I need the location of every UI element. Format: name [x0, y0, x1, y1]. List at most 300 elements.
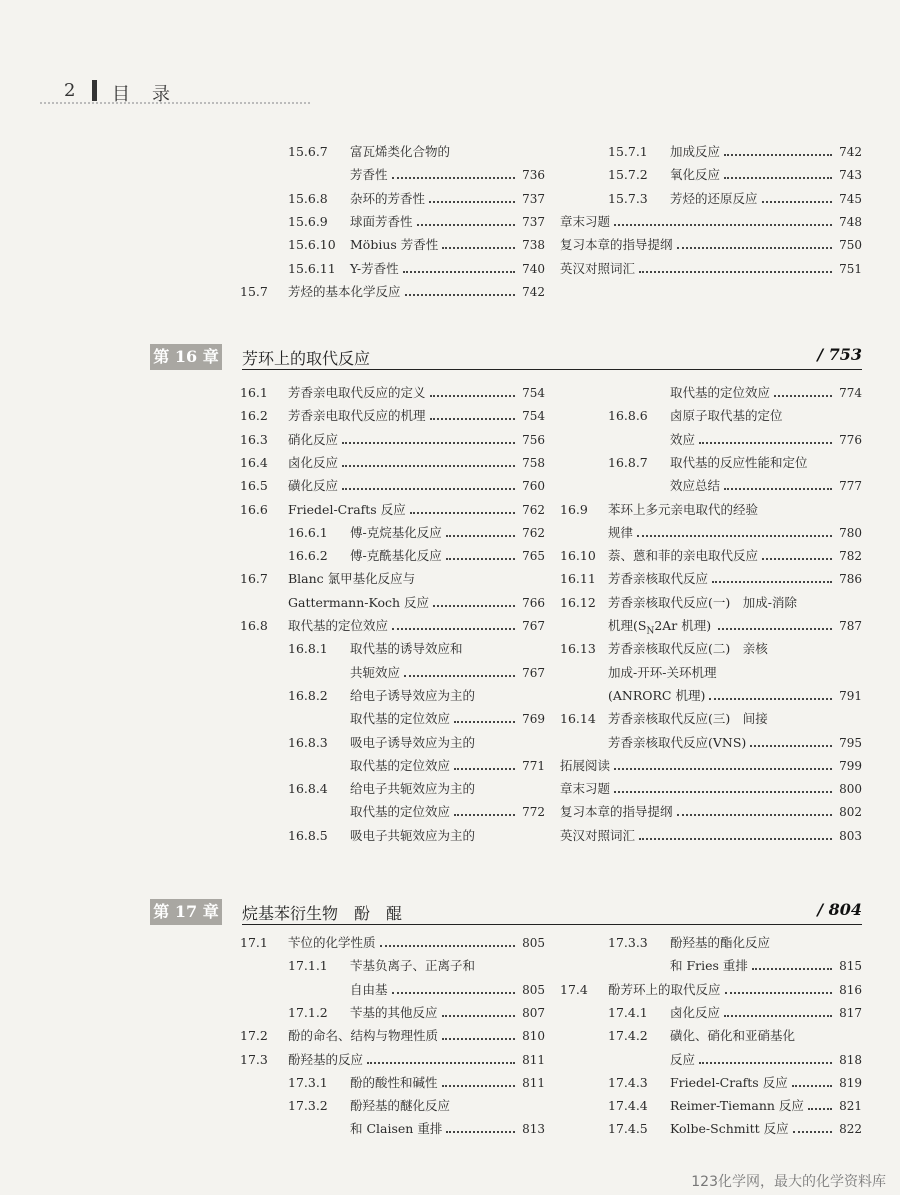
entry-title: 酚的酸性和碱性: [350, 1074, 438, 1090]
entry-number: 16.7: [240, 571, 268, 587]
entry-page: 774: [839, 386, 862, 400]
entry-title: 取代基的诱导效应和: [350, 641, 463, 657]
leader-dots: [454, 721, 515, 723]
entry-page: 819: [839, 1075, 862, 1090]
entry-page: 795: [839, 735, 862, 750]
chapter-16-header: [150, 344, 862, 370]
entry-number: 17.4.1: [608, 1004, 648, 1020]
toc-entry: [560, 405, 862, 427]
leader-dots: [410, 512, 515, 514]
toc-entry: [240, 234, 545, 256]
toc-entry: [560, 825, 862, 847]
entry-page: 782: [839, 549, 862, 564]
chapter-17-title: 烷基苯衍生物 酚 醌: [242, 904, 403, 923]
watermark: 123化学网，最大的化学资料库: [691, 1174, 886, 1190]
leader-dots: [637, 535, 832, 537]
entry-number: 16.8.3: [288, 734, 328, 750]
entry-title: 芳香亲电取代反应的定义: [288, 385, 426, 400]
entry-number: 16.1: [240, 385, 268, 400]
leader-dots: [342, 488, 515, 490]
toc-entry: [240, 1025, 545, 1047]
entry-page: 762: [522, 502, 545, 517]
toc-entry: [560, 615, 862, 637]
entry-number: 16.11: [560, 571, 596, 587]
leader-dots: [752, 968, 832, 970]
entry-page: 810: [522, 1029, 545, 1044]
toc-entry: [240, 1049, 545, 1071]
entry-number: 15.6.7: [288, 144, 328, 159]
entry-page: 816: [839, 982, 862, 997]
entry-title: Möbius 芳香性: [350, 237, 439, 253]
entry-page: 748: [839, 214, 862, 229]
leader-dots: [724, 1015, 832, 1017]
entry-title: 反应: [670, 1051, 696, 1067]
entry-page: 750: [839, 238, 862, 253]
toc-entry: [240, 825, 545, 847]
entry-page: 771: [522, 758, 545, 773]
toc-entry: [240, 211, 545, 233]
leader-dots: [405, 294, 515, 296]
leader-dots: [442, 1015, 515, 1017]
toc-entry: [560, 955, 862, 977]
chapter-16-title: 芳环上的取代反应: [242, 349, 371, 368]
toc-entry: [560, 568, 862, 590]
entry-page: 767: [522, 619, 545, 633]
leader-dots: [724, 488, 832, 490]
header-rule: [40, 102, 310, 104]
chapter-17-header: [150, 899, 862, 925]
page-header: [40, 78, 310, 104]
entry-title: 共轭效应: [350, 664, 401, 680]
entry-page: 805: [522, 982, 545, 997]
entry-page: 740: [522, 261, 545, 276]
leader-dots: [762, 201, 832, 203]
entry-page: 758: [522, 455, 545, 470]
entry-title: 吸电子共轭效应为主的: [350, 827, 476, 843]
entry-page: 769: [522, 712, 545, 727]
leader-dots: [718, 628, 832, 630]
leader-dots: [417, 224, 515, 226]
entry-page: 811: [522, 1075, 545, 1090]
leader-dots: [750, 745, 832, 747]
entry-number: 17.4.3: [608, 1074, 648, 1090]
entry-page: 802: [839, 805, 862, 820]
toc-entry: [240, 708, 545, 730]
toc-entry: [240, 405, 545, 427]
toc-entry: [560, 1072, 862, 1094]
entry-number: 16.12: [560, 594, 596, 610]
entry-page: 754: [522, 386, 545, 400]
entry-number: 16.13: [560, 641, 596, 657]
leader-dots: [404, 675, 515, 677]
entry-title: 和 Claisen 重排: [350, 1121, 443, 1137]
toc-entry: [240, 778, 545, 800]
leader-dots: [639, 838, 832, 840]
entry-title: 和 Fries 重排: [670, 958, 748, 974]
leader-dots: [430, 395, 515, 397]
chapter-17-rule: [242, 924, 862, 925]
chapter-16-page: / 753: [817, 345, 862, 364]
entry-page: 742: [522, 284, 545, 299]
entry-page: 766: [522, 595, 545, 610]
entry-title: (ANRORC 机理): [608, 687, 706, 703]
toc-entry: [560, 932, 862, 954]
entry-number: 15.6.11: [288, 260, 336, 276]
entry-number: 16.8: [240, 618, 268, 633]
toc-entry: [240, 475, 545, 497]
entry-title: 英汉对照词汇: [560, 260, 636, 276]
toc-entry: [240, 685, 545, 707]
entry-page: 818: [839, 1052, 862, 1067]
toc-entry: [560, 638, 862, 660]
entry-page: 800: [839, 782, 862, 797]
entry-page: 736: [522, 168, 545, 183]
entry-number: 16.14: [560, 711, 596, 727]
toc-entry: [240, 141, 545, 163]
toc-entry: [240, 499, 545, 521]
toc-entry: [240, 429, 545, 451]
entry-title: 章末习题: [560, 781, 611, 797]
entry-page: 787: [839, 619, 862, 633]
entry-title: 取代基的定位效应: [350, 804, 451, 820]
toc-entry: [240, 452, 545, 474]
leader-dots: [433, 605, 515, 607]
entry-page: 737: [522, 214, 545, 229]
entry-title: 芳香亲核取代反应(二) 亲核: [608, 641, 768, 657]
entry-page: 817: [839, 1005, 862, 1020]
leader-dots: [446, 1131, 515, 1133]
leader-dots: [699, 442, 832, 444]
entry-title: 硝化反应: [288, 431, 339, 447]
entry-page: 799: [839, 758, 862, 773]
entry-title: 芳香亲核取代反应(VNS): [608, 734, 747, 750]
entry-title: 卤化反应: [288, 454, 339, 470]
toc-entry: [560, 778, 862, 800]
entry-title: 取代基的定位效应: [350, 757, 451, 773]
leader-dots: [793, 1131, 832, 1133]
entry-title: 卤化反应: [670, 1004, 721, 1020]
entry-number: 16.3: [240, 431, 268, 447]
entry-number: 15.7: [240, 283, 268, 299]
entry-title: 章末习题: [560, 213, 611, 229]
toc-entry: [240, 1072, 545, 1094]
entry-page: 822: [839, 1122, 862, 1137]
entry-title: 自由基: [350, 981, 388, 997]
entry-page: 738: [522, 238, 545, 253]
entry-page: 743: [839, 168, 862, 183]
entry-title: 芳香亲核取代反应(三) 间接: [608, 711, 768, 727]
toc-entry: [560, 545, 862, 567]
toc-entry: [560, 685, 862, 707]
entry-title: 复习本章的指导提纲: [560, 237, 673, 253]
entry-title: 芳烃的还原反应: [670, 190, 758, 206]
toc-entry: [240, 955, 545, 977]
toc-entry: [560, 429, 862, 451]
leader-dots: [724, 177, 832, 179]
toc-entry: [560, 164, 862, 186]
toc-entry: [560, 522, 862, 544]
entry-title: 富瓦烯类化合物的: [350, 144, 451, 159]
entry-title: 卤原子取代基的定位: [670, 408, 783, 424]
toc-entry: [240, 932, 545, 954]
entry-title: Friedel-Crafts 反应: [670, 1074, 788, 1090]
entry-title: 芳香亲核取代反应(一) 加成-消除: [608, 594, 797, 610]
leader-dots: [446, 558, 515, 560]
toc-entry: [240, 638, 545, 660]
entry-title-subscript: N: [646, 626, 655, 637]
entry-number: 16.8.5: [288, 827, 328, 843]
entry-title: 苄位的化学性质: [288, 935, 376, 950]
leader-dots: [454, 814, 515, 816]
entry-number: 16.8.6: [608, 408, 648, 424]
entry-number: 17.1: [240, 935, 268, 950]
entry-page: 780: [839, 525, 862, 540]
entry-number: 15.6.9: [288, 213, 328, 229]
leader-dots: [792, 1085, 832, 1087]
leader-dots: [446, 535, 515, 537]
page-number: 2: [64, 80, 76, 101]
entry-number: 17.4.5: [608, 1121, 648, 1137]
entry-title: 苄基的其他反应: [350, 1004, 438, 1020]
toc-entry: [560, 732, 862, 754]
toc-entry: [240, 801, 545, 823]
entry-number: 17.1.1: [288, 958, 328, 974]
entry-title: Gattermann-Koch 反应: [288, 594, 430, 610]
toc-entry: [560, 662, 862, 684]
toc-entry: [560, 382, 862, 404]
entry-number: 16.9: [560, 501, 588, 517]
entry-page: 742: [839, 145, 862, 159]
chapter-16-label: 第 16 章: [150, 344, 222, 370]
entry-title: 酚的命名、结构与物理性质: [288, 1028, 439, 1044]
entry-title: 芳香亲核取代反应: [608, 571, 709, 587]
entry-title: Reimer-Tiemann 反应: [670, 1098, 804, 1114]
entry-title: 酚芳环上的取代反应: [608, 981, 721, 997]
entry-page: 807: [522, 1005, 545, 1020]
entry-title: 拓展阅读: [560, 757, 611, 773]
entry-page: 756: [522, 432, 545, 447]
leader-dots: [774, 395, 832, 397]
toc-entry: [240, 188, 545, 210]
entry-title: 复习本章的指导提纲: [560, 804, 673, 820]
entry-title: 效应: [670, 431, 696, 447]
entry-title: 氧化反应: [670, 167, 721, 183]
toc-entry: [240, 568, 545, 590]
entry-page: 811: [522, 1052, 545, 1067]
toc-entry: [240, 545, 545, 567]
leader-dots: [639, 271, 832, 273]
toc-entry: [560, 708, 862, 730]
toc-entry: [240, 662, 545, 684]
entry-page: 737: [522, 191, 545, 206]
entry-title: 傅-克酰基化反应: [350, 548, 442, 564]
entry-number: 16.6: [240, 501, 268, 517]
entry-title: 取代基的定位效应: [288, 618, 389, 633]
entry-number: 16.8.7: [608, 454, 648, 470]
toc-entry: [560, 499, 862, 521]
entry-title: 取代基的定位效应: [350, 711, 451, 727]
entry-page: 813: [522, 1122, 545, 1137]
entry-page: 745: [839, 191, 862, 206]
entry-number: 16.6.2: [288, 548, 328, 564]
entry-page: 751: [839, 261, 862, 276]
leader-dots: [614, 791, 832, 793]
entry-number: 16.4: [240, 454, 268, 470]
toc-entry: [560, 475, 862, 497]
toc-entry: [240, 1002, 545, 1024]
leader-dots: [762, 558, 832, 560]
entry-page: 760: [522, 479, 545, 494]
leader-dots: [614, 768, 832, 770]
entry-title: 杂环的芳香性: [350, 190, 426, 206]
entry-number: 16.5: [240, 478, 268, 494]
toc-entry: [560, 1002, 862, 1024]
leader-dots: [392, 177, 515, 179]
leader-dots: [699, 1062, 832, 1064]
toc-entry: [560, 1025, 862, 1047]
toc-entry: [560, 979, 862, 1001]
entry-number: 15.7.2: [608, 167, 648, 183]
leader-dots: [392, 992, 515, 994]
toc-entry: [560, 188, 862, 210]
entry-title: 加成-开环-关环机理: [608, 664, 717, 680]
toc-entry: [560, 592, 862, 614]
entry-title: Blanc 氯甲基化反应与: [288, 571, 416, 587]
leader-dots: [677, 814, 832, 816]
toc-entry: [240, 615, 545, 637]
toc-entry: [560, 452, 862, 474]
toc-entry: [560, 755, 862, 777]
entry-title: Friedel-Crafts 反应: [288, 501, 406, 517]
entry-number: 15.7.1: [608, 144, 648, 159]
entry-number: 17.3: [240, 1051, 268, 1067]
entry-number: 17.3.3: [608, 935, 648, 950]
entry-title: 苄基负离子、正离子和: [350, 958, 476, 974]
entry-title: 酚羟基的醚化反应: [350, 1098, 451, 1114]
entry-page: 805: [522, 936, 545, 950]
toc-entry: [240, 522, 545, 544]
entry-title: 磺化反应: [288, 478, 339, 494]
entry-number: 17.1.2: [288, 1004, 328, 1020]
entry-title: 效应总结: [670, 478, 721, 494]
leader-dots: [403, 271, 515, 273]
entry-page: 815: [839, 959, 862, 974]
entry-number: 16.8.1: [288, 641, 328, 657]
chapter-17-page: / 804: [817, 900, 862, 919]
leader-dots: [712, 581, 832, 583]
toc-entry: [240, 382, 545, 404]
entry-page: 803: [839, 828, 862, 843]
leader-dots: [342, 442, 515, 444]
entry-title: Kolbe-Schmitt 反应: [670, 1121, 789, 1137]
leader-dots: [380, 945, 515, 947]
leader-dots: [429, 201, 515, 203]
entry-page: 776: [839, 432, 862, 447]
entry-number: 16.8.4: [288, 781, 328, 797]
toc-entry: [240, 979, 545, 1001]
header-bar: [92, 80, 97, 101]
leader-dots: [442, 1085, 515, 1087]
toc-entry: [560, 258, 862, 280]
leader-dots: [808, 1108, 832, 1110]
leader-dots: [367, 1062, 515, 1064]
toc-entry: [240, 1118, 545, 1140]
toc-entry: [560, 211, 862, 233]
toc-entry: [560, 234, 862, 256]
entry-number: 15.6.10: [288, 237, 336, 253]
leader-dots: [342, 465, 515, 467]
header-title: 目录: [112, 84, 192, 105]
entry-title: 取代基的定位效应: [670, 385, 771, 400]
leader-dots: [614, 224, 832, 226]
entry-title: 酚羟基的反应: [288, 1051, 364, 1067]
toc-entry: [240, 755, 545, 777]
entry-title: 加成反应: [670, 144, 721, 159]
entry-page: 765: [522, 549, 545, 564]
leader-dots: [725, 992, 832, 994]
entry-title: 机理($S_N2Ar$ 机理): [608, 618, 712, 637]
entry-page: 762: [522, 525, 545, 540]
entry-title: 英汉对照词汇: [560, 827, 636, 843]
entry-number: 17.3.1: [288, 1074, 328, 1090]
entry-title: 芳香性: [350, 167, 388, 183]
chapter-17-label: 第 17 章: [150, 899, 222, 925]
entry-title: 取代基的反应性能和定位: [670, 454, 808, 470]
leader-dots: [677, 247, 832, 249]
toc-entry: [240, 592, 545, 614]
entry-page: 777: [839, 479, 862, 494]
toc-entry: [560, 1095, 862, 1117]
entry-number: 17.4: [560, 981, 588, 997]
toc-entry: [560, 1118, 862, 1140]
toc-entry: [240, 732, 545, 754]
leader-dots: [430, 418, 515, 420]
entry-title: 规律: [608, 524, 634, 540]
entry-page: 791: [839, 688, 862, 703]
entry-title: 吸电子诱导效应为主的: [350, 734, 476, 750]
entry-title: 傅-克烷基化反应: [350, 524, 442, 540]
entry-number: 16.6.1: [288, 524, 328, 540]
entry-title: 给电子共轭效应为主的: [350, 781, 476, 797]
leader-dots: [442, 1038, 515, 1040]
entry-number: 17.2: [240, 1028, 268, 1044]
toc-entry: [560, 141, 862, 163]
leader-dots: [724, 154, 832, 156]
entry-page: 754: [522, 409, 545, 424]
toc-entry: [240, 1095, 545, 1117]
entry-title: 磺化、硝化和亚硝基化: [670, 1028, 796, 1044]
entry-title: 苯环上多元亲电取代的经验: [608, 501, 759, 517]
entry-title: 芳香亲电取代反应的机理: [288, 408, 426, 424]
toc-entry: [560, 1049, 862, 1071]
entry-number: 17.4.2: [608, 1028, 648, 1044]
entry-number: 16.2: [240, 408, 268, 424]
entry-number: 16.10: [560, 548, 596, 564]
entry-page: 821: [839, 1099, 862, 1114]
entry-title: 球面芳香性: [350, 213, 413, 229]
entry-number: 15.7.3: [608, 190, 648, 206]
chapter-16-rule: [242, 369, 862, 370]
entry-title: 酚羟基的酯化反应: [670, 935, 771, 950]
leader-dots: [709, 698, 832, 700]
entry-title: 给电子诱导效应为主的: [350, 687, 476, 703]
entry-number: 15.6.8: [288, 190, 328, 206]
toc-entry: [560, 801, 862, 823]
entry-page: 767: [522, 665, 545, 680]
entry-title: Y-芳香性: [350, 260, 399, 276]
entry-title: 萘、蒽和菲的亲电取代反应: [608, 548, 759, 564]
toc-entry: [240, 258, 545, 280]
